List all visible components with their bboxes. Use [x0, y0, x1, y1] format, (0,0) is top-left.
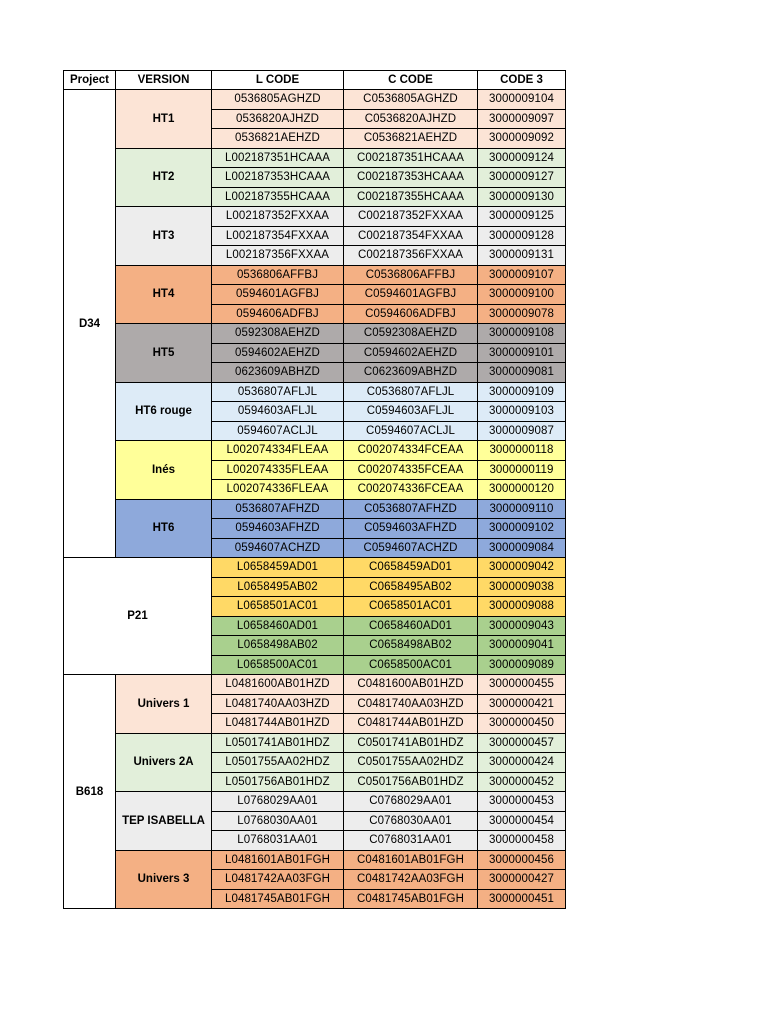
- l-code-cell: L002187354FXXAA: [212, 226, 344, 246]
- code-table: [63, 70, 566, 909]
- table-row: [64, 90, 566, 110]
- l-code-cell: 0594607ACHZD: [212, 538, 344, 558]
- code-3-cell: 3000009089: [478, 655, 566, 675]
- l-code-cell: L0481744AB01HZD: [212, 714, 344, 734]
- c-code-cell: C0536805AGHZD: [344, 90, 478, 110]
- l-code-cell: L0501755AA02HDZ: [212, 753, 344, 773]
- version-cell: HT5: [116, 324, 212, 383]
- l-code-cell: L0481600AB01HZD: [212, 675, 344, 695]
- project-cell: P21: [64, 558, 212, 675]
- c-code-cell: C0768030AA01: [344, 811, 478, 831]
- l-code-cell: L002074336FLEAA: [212, 480, 344, 500]
- table-row: [64, 499, 566, 519]
- l-code-cell: 0594601AGFBJ: [212, 285, 344, 305]
- code-3-cell: 3000009104: [478, 90, 566, 110]
- header-code-3: CODE 3: [478, 71, 566, 90]
- c-code-cell: C0658501AC01: [344, 597, 478, 617]
- c-code-cell: C0536821AEHZD: [344, 129, 478, 149]
- l-code-cell: 0536807AFLJL: [212, 382, 344, 402]
- c-code-cell: C0594603AFLJL: [344, 402, 478, 422]
- c-code-cell: C0592308AEHZD: [344, 324, 478, 344]
- header-c-code: C CODE: [344, 71, 478, 90]
- code-3-cell: 3000009084: [478, 538, 566, 558]
- l-code-cell: 0536820AJHZD: [212, 109, 344, 129]
- l-code-cell: 0594607ACLJL: [212, 421, 344, 441]
- version-cell: HT4: [116, 265, 212, 324]
- l-code-cell: L0658495AB02: [212, 577, 344, 597]
- l-code-cell: L0658459AD01: [212, 558, 344, 578]
- code-3-cell: 3000009097: [478, 109, 566, 129]
- l-code-cell: L002187352FXXAA: [212, 207, 344, 227]
- table-row: [64, 792, 566, 812]
- table-row: [64, 441, 566, 461]
- code-3-cell: 3000009131: [478, 246, 566, 266]
- code-3-cell: 3000000455: [478, 675, 566, 695]
- code-3-cell: 3000009088: [478, 597, 566, 617]
- l-code-cell: 0536806AFFBJ: [212, 265, 344, 285]
- l-code-cell: L0481740AA03HZD: [212, 694, 344, 714]
- project-cell: B618: [64, 675, 116, 909]
- l-code-cell: 0623609ABHZD: [212, 363, 344, 383]
- c-code-cell: C0481600AB01HZD: [344, 675, 478, 695]
- c-code-cell: C0536820AJHZD: [344, 109, 478, 129]
- l-code-cell: 0594602AEHZD: [212, 343, 344, 363]
- c-code-cell: C0658460AD01: [344, 616, 478, 636]
- code-3-cell: 3000009125: [478, 207, 566, 227]
- c-code-cell: C002187356FXXAA: [344, 246, 478, 266]
- c-code-cell: C0481744AB01HZD: [344, 714, 478, 734]
- l-code-cell: L002074335FLEAA: [212, 460, 344, 480]
- code-3-cell: 3000009042: [478, 558, 566, 578]
- code-3-cell: 3000009130: [478, 187, 566, 207]
- l-code-cell: L0658500AC01: [212, 655, 344, 675]
- c-code-cell: C002187352FXXAA: [344, 207, 478, 227]
- l-code-cell: L002187356FXXAA: [212, 246, 344, 266]
- version-cell: HT2: [116, 148, 212, 207]
- code-3-cell: 3000000454: [478, 811, 566, 831]
- version-cell: Inés: [116, 441, 212, 500]
- c-code-cell: C002187351HCAAA: [344, 148, 478, 168]
- c-code-cell: C0501741AB01HDZ: [344, 733, 478, 753]
- l-code-cell: L002074334FLEAA: [212, 441, 344, 461]
- version-cell: HT3: [116, 207, 212, 266]
- l-code-cell: L0501741AB01HDZ: [212, 733, 344, 753]
- c-code-cell: C0594606ADFBJ: [344, 304, 478, 324]
- code-3-cell: 3000009128: [478, 226, 566, 246]
- table-row: [64, 382, 566, 402]
- l-code-cell: L0768029AA01: [212, 792, 344, 812]
- code-3-cell: 3000009124: [478, 148, 566, 168]
- l-code-cell: L0658460AD01: [212, 616, 344, 636]
- table-row: [64, 207, 566, 227]
- project-cell: D34: [64, 90, 116, 558]
- c-code-cell: C002074334FCEAA: [344, 441, 478, 461]
- table-row: [64, 148, 566, 168]
- l-code-cell: L002187353HCAAA: [212, 168, 344, 188]
- table-row: [64, 733, 566, 753]
- l-code-cell: L002187351HCAAA: [212, 148, 344, 168]
- l-code-cell: 0594603AFLJL: [212, 402, 344, 422]
- version-cell: Univers 3: [116, 850, 212, 909]
- table-body: [64, 90, 566, 909]
- version-cell: Univers 2A: [116, 733, 212, 792]
- c-code-cell: C0768031AA01: [344, 831, 478, 851]
- c-code-cell: C0594601AGFBJ: [344, 285, 478, 305]
- c-code-cell: C0594607ACLJL: [344, 421, 478, 441]
- code-3-cell: 3000000456: [478, 850, 566, 870]
- c-code-cell: C0658500AC01: [344, 655, 478, 675]
- l-code-cell: L0768031AA01: [212, 831, 344, 851]
- l-code-cell: 0536805AGHZD: [212, 90, 344, 110]
- code-3-cell: 3000009109: [478, 382, 566, 402]
- header-project: Project: [64, 71, 116, 90]
- code-3-cell: 3000009127: [478, 168, 566, 188]
- l-code-cell: L0658498AB02: [212, 636, 344, 656]
- c-code-cell: C0594603AFHZD: [344, 519, 478, 539]
- code-3-cell: 3000009078: [478, 304, 566, 324]
- l-code-cell: L0501756AB01HDZ: [212, 772, 344, 792]
- c-code-cell: C0658498AB02: [344, 636, 478, 656]
- header-l-code: L CODE: [212, 71, 344, 90]
- code-3-cell: 3000009108: [478, 324, 566, 344]
- c-code-cell: C0594602AEHZD: [344, 343, 478, 363]
- l-code-cell: 0594606ADFBJ: [212, 304, 344, 324]
- l-code-cell: 0536821AEHZD: [212, 129, 344, 149]
- code-3-cell: 3000009041: [478, 636, 566, 656]
- code-3-cell: 3000000118: [478, 441, 566, 461]
- l-code-cell: L0481601AB01FGH: [212, 850, 344, 870]
- table-row: [64, 675, 566, 695]
- code-3-cell: 3000009100: [478, 285, 566, 305]
- c-code-cell: C0536807AFHZD: [344, 499, 478, 519]
- c-code-cell: C0481740AA03HZD: [344, 694, 478, 714]
- table-row: [64, 558, 566, 578]
- c-code-cell: C0658495AB02: [344, 577, 478, 597]
- table-row: [64, 324, 566, 344]
- l-code-cell: L0658501AC01: [212, 597, 344, 617]
- version-cell: Univers 1: [116, 675, 212, 734]
- c-code-cell: C0658459AD01: [344, 558, 478, 578]
- c-code-cell: C0501755AA02HDZ: [344, 753, 478, 773]
- l-code-cell: L0768030AA01: [212, 811, 344, 831]
- header-row: [64, 71, 566, 90]
- code-3-cell: 3000009110: [478, 499, 566, 519]
- c-code-cell: C002187353HCAAA: [344, 168, 478, 188]
- l-code-cell: 0592308AEHZD: [212, 324, 344, 344]
- c-code-cell: C0768029AA01: [344, 792, 478, 812]
- l-code-cell: 0536807AFHZD: [212, 499, 344, 519]
- code-3-cell: 3000009092: [478, 129, 566, 149]
- c-code-cell: C002074336FCEAA: [344, 480, 478, 500]
- table-row: [64, 850, 566, 870]
- code-3-cell: 3000000451: [478, 889, 566, 909]
- c-code-cell: C0536806AFFBJ: [344, 265, 478, 285]
- code-3-cell: 3000009081: [478, 363, 566, 383]
- code-3-cell: 3000009103: [478, 402, 566, 422]
- c-code-cell: C0594607ACHZD: [344, 538, 478, 558]
- code-3-cell: 3000000120: [478, 480, 566, 500]
- version-cell: HT6: [116, 499, 212, 558]
- code-3-cell: 3000000453: [478, 792, 566, 812]
- code-3-cell: 3000000457: [478, 733, 566, 753]
- l-code-cell: L002187355HCAAA: [212, 187, 344, 207]
- code-3-cell: 3000009102: [478, 519, 566, 539]
- version-cell: HT1: [116, 90, 212, 149]
- code-3-cell: 3000000424: [478, 753, 566, 773]
- l-code-cell: L0481745AB01FGH: [212, 889, 344, 909]
- l-code-cell: L0481742AA03FGH: [212, 870, 344, 890]
- c-code-cell: C0481601AB01FGH: [344, 850, 478, 870]
- c-code-cell: C0501756AB01HDZ: [344, 772, 478, 792]
- code-3-cell: 3000000450: [478, 714, 566, 734]
- c-code-cell: C0481742AA03FGH: [344, 870, 478, 890]
- c-code-cell: C0481745AB01FGH: [344, 889, 478, 909]
- c-code-cell: C002074335FCEAA: [344, 460, 478, 480]
- code-3-cell: 3000009107: [478, 265, 566, 285]
- code-3-cell: 3000000458: [478, 831, 566, 851]
- code-3-cell: 3000000119: [478, 460, 566, 480]
- c-code-cell: C002187355HCAAA: [344, 187, 478, 207]
- code-3-cell: 3000009087: [478, 421, 566, 441]
- c-code-cell: C0536807AFLJL: [344, 382, 478, 402]
- code-3-cell: 3000000452: [478, 772, 566, 792]
- code-3-cell: 3000000427: [478, 870, 566, 890]
- code-3-cell: 3000000421: [478, 694, 566, 714]
- c-code-cell: C0623609ABHZD: [344, 363, 478, 383]
- c-code-cell: C002187354FXXAA: [344, 226, 478, 246]
- l-code-cell: 0594603AFHZD: [212, 519, 344, 539]
- header-version: VERSION: [116, 71, 212, 90]
- code-3-cell: 3000009043: [478, 616, 566, 636]
- code-3-cell: 3000009101: [478, 343, 566, 363]
- version-cell: TEP ISABELLA: [116, 792, 212, 851]
- code-3-cell: 3000009038: [478, 577, 566, 597]
- version-cell: HT6 rouge: [116, 382, 212, 441]
- table-row: [64, 265, 566, 285]
